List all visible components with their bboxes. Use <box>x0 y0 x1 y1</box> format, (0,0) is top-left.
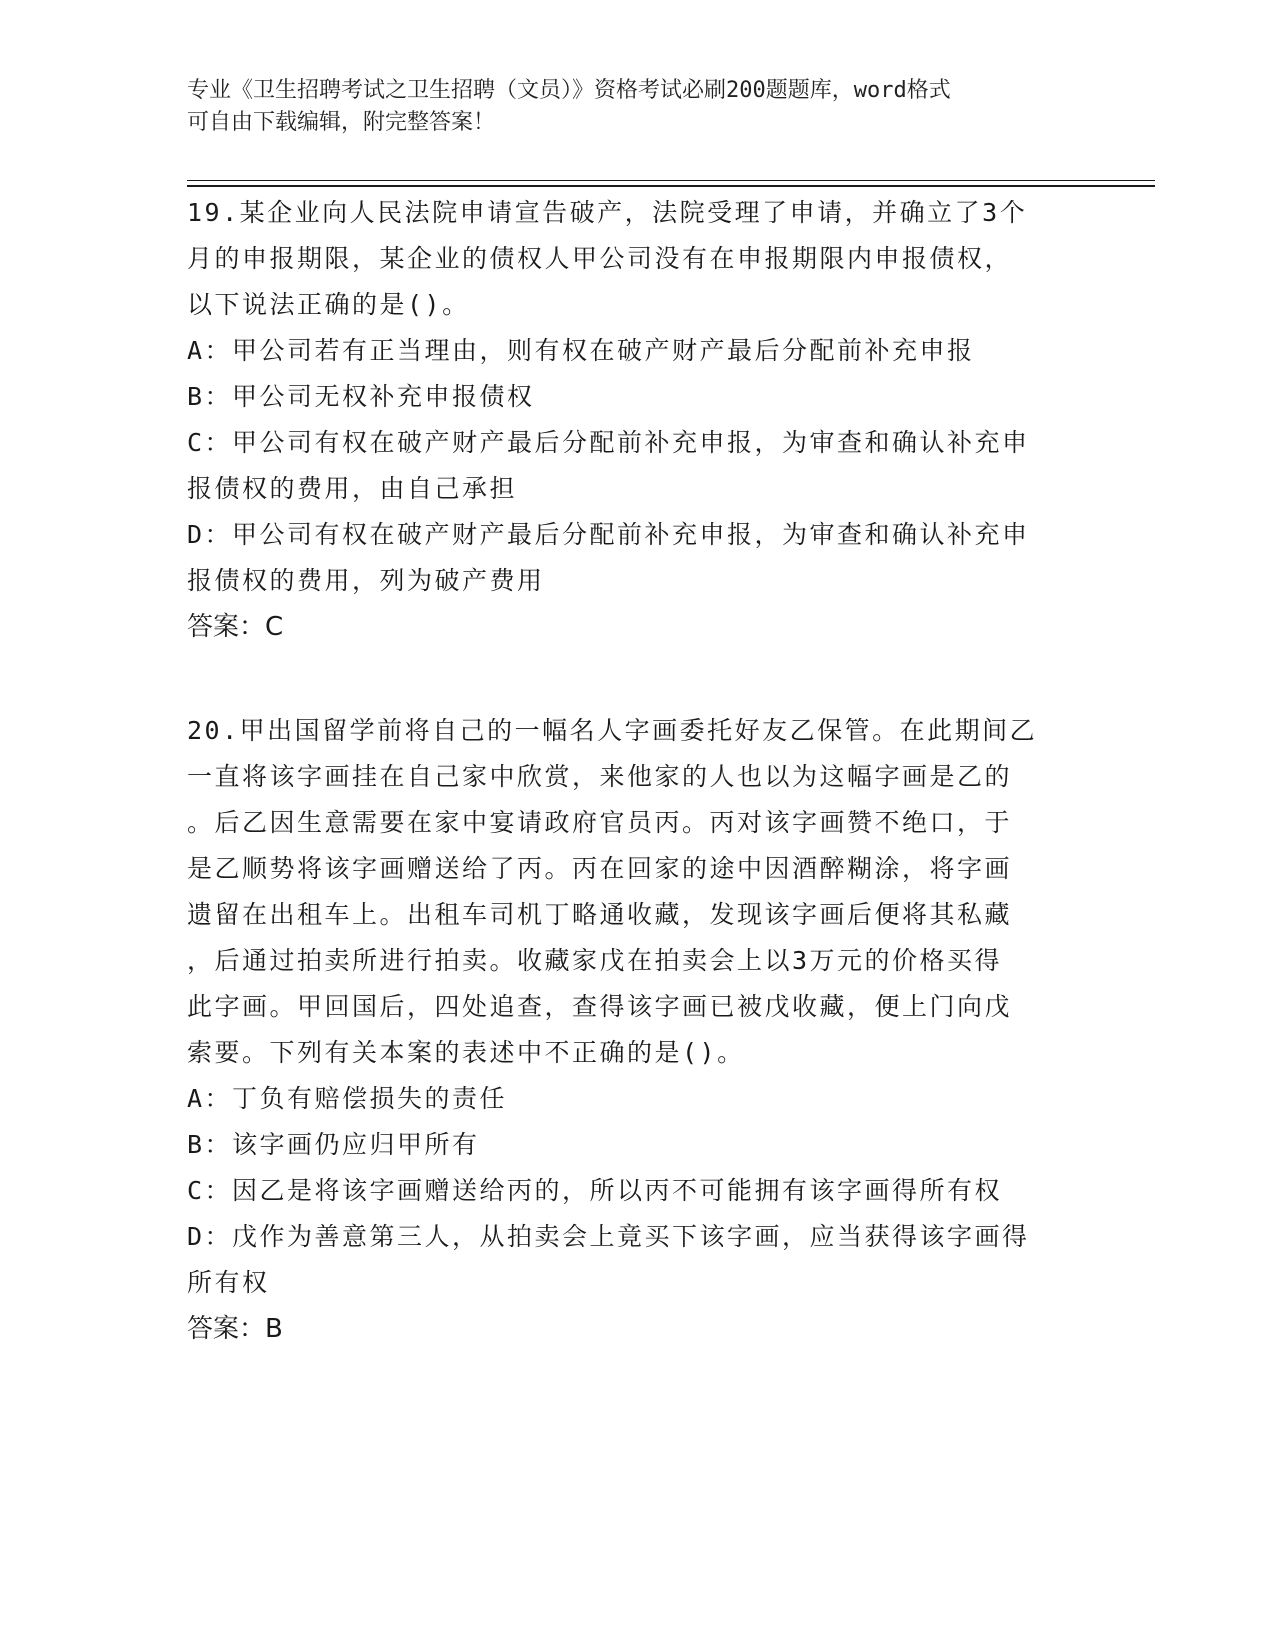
question-stem-line: 月的申报期限，某企业的债权人甲公司没有在申报期限内申报债权， <box>187 244 1013 273</box>
header-title-line-1: 专业《卫生招聘考试之卫生招聘（文员）》资格考试必刷200题题库，word格式 <box>187 78 951 103</box>
answer-label: 答案：C <box>187 612 284 642</box>
header-divider-thick <box>187 185 1155 187</box>
question-stem-line: 以下说法正确的是()。 <box>187 290 470 319</box>
option-d: D：戊作为善意第三人，从拍卖会上竟买下该字画，应当获得该字画得 <box>187 1222 1030 1251</box>
question-stem-line: 遗留在出租车上。出租车司机丁略通收藏，发现该字画后便将其私藏 <box>187 900 1013 929</box>
header-title-line-2: 可自由下载编辑，附完整答案！ <box>187 110 496 135</box>
question-stem-line: 此字画。甲回国后，四处追查，查得该字画已被戊收藏，便上门向戊 <box>187 992 1013 1021</box>
question-block <box>187 708 1087 1352</box>
option-d-continued: 所有权 <box>187 1268 270 1297</box>
question-spacer <box>187 650 1087 708</box>
option-c: C：甲公司有权在破产财产最后分配前补充申报，为审查和确认补充申 <box>187 428 1030 457</box>
option-d-continued: 报债权的费用，列为破产费用 <box>187 566 545 595</box>
option-c-continued: 报债权的费用，由自己承担 <box>187 474 518 503</box>
header-divider-thin <box>187 180 1155 181</box>
option-a: A：丁负有赔偿损失的责任 <box>187 1084 508 1113</box>
question-list <box>187 190 1087 1352</box>
question-stem-line: 一直将该字画挂在自己家中欣赏，来他家的人也以为这幅字画是乙的 <box>187 762 1013 791</box>
option-b: B：甲公司无权补充申报债权 <box>187 382 535 411</box>
question-stem-line: 索要。下列有关本案的表述中不正确的是()。 <box>187 1038 745 1067</box>
question-stem-line: ，后通过拍卖所进行拍卖。收藏家戊在拍卖会上以3万元的价格买得 <box>187 946 1003 975</box>
answer-label: 答案：B <box>187 1314 283 1344</box>
option-a: A：甲公司若有正当理由，则有权在破产财产最后分配前补充申报 <box>187 336 975 365</box>
option-d: D：甲公司有权在破产财产最后分配前补充申报，为审查和确认补充申 <box>187 520 1030 549</box>
option-c: C：因乙是将该字画赠送给丙的，所以丙不可能拥有该字画得所有权 <box>187 1176 1003 1205</box>
option-b: B：该字画仍应归甲所有 <box>187 1130 480 1159</box>
document-header <box>187 75 1067 139</box>
question-stem-line: 是乙顺势将该字画赠送给了丙。丙在回家的途中因酒醉糊涂，将字画 <box>187 854 1013 883</box>
question-stem-line: 20.甲出国留学前将自己的一幅名人字画委托好友乙保管。在此期间乙 <box>187 716 1038 745</box>
question-block <box>187 190 1087 650</box>
question-stem-line: 。后乙因生意需要在家中宴请政府官员丙。丙对该字画赞不绝口，于 <box>187 808 1013 837</box>
question-stem-line: 19.某企业向人民法院申请宣告破产，法院受理了申请，并确立了3个 <box>187 198 1028 227</box>
